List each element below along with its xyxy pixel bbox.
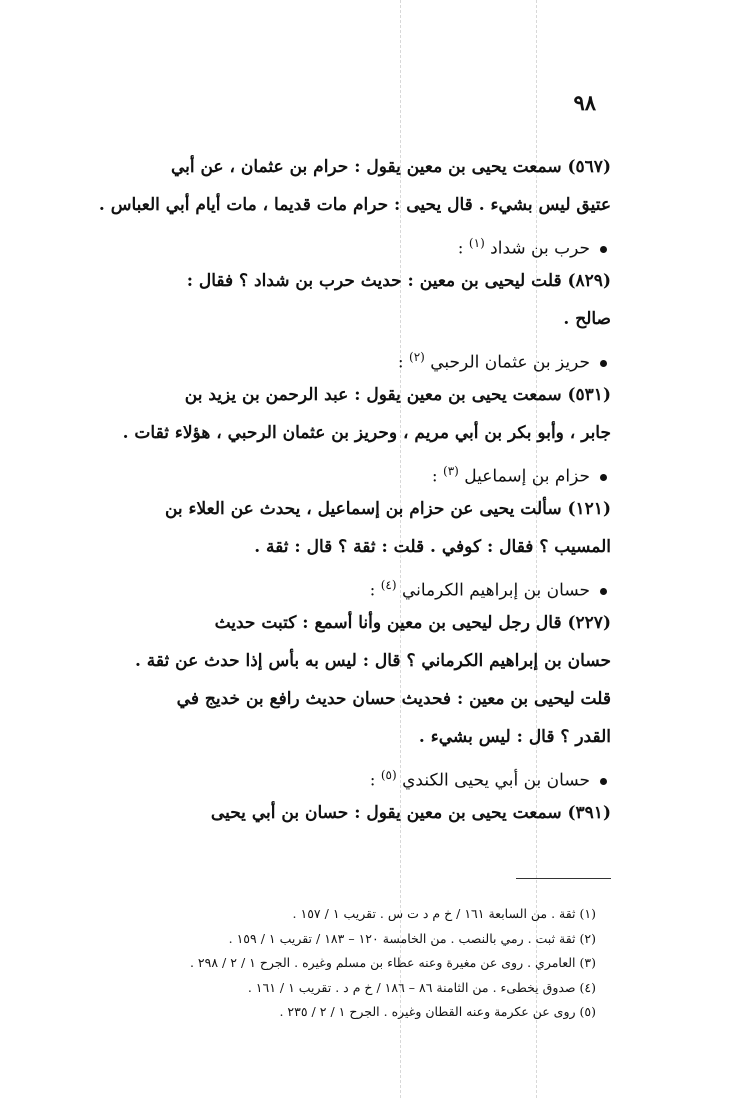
- text-line: (٥٣١) سمعت يحيى بن معين يقول : عبد الرحمن بن يزيد بن: [184, 385, 611, 405]
- footnote-ref: (٤): [380, 578, 397, 592]
- text-line: جابر ، وأبو بكر بن أبي مريم ، وحريز بن عثمان الرحبي ، هؤلاء ثقات .: [122, 423, 611, 443]
- entry-121: [60, 490, 611, 566]
- bullet-icon: [600, 246, 607, 253]
- heading-colon: :: [397, 352, 404, 373]
- entry-567: [60, 148, 611, 224]
- footnote-5: (٥) روى عن عكرمة وعنه القطان وغيره . الجرح ١ / ٢ / ٢٣٥ .: [279, 1004, 596, 1019]
- heading-harb-ibn-shaddad: [60, 224, 611, 262]
- narrator-name: حزام بن إسماعيل: [464, 466, 590, 487]
- heading-hassan-ibn-abi-yahya: [60, 756, 611, 794]
- text-line: عتيق ليس بشيء . قال يحيى : حرام مات قديما ، مات أيام أبي العباس .: [98, 195, 611, 215]
- footnote-ref: (٥): [380, 768, 397, 782]
- entry-391: [60, 794, 611, 832]
- entry-227: [60, 604, 611, 680]
- footnote-ref: (٢): [409, 350, 425, 364]
- page-number: ٩٨: [573, 90, 596, 115]
- narrator-name: حسان بن إبراهيم الكرماني: [401, 580, 590, 601]
- bullet-icon: [600, 474, 607, 481]
- text-line: القدر ؟ قال : ليس بشيء .: [418, 727, 611, 747]
- heading-colon: :: [431, 466, 438, 487]
- bullet-icon: [600, 778, 607, 785]
- entry-829: [60, 262, 611, 338]
- footnote-ref: (١): [468, 236, 485, 250]
- heading-colon: :: [369, 580, 376, 601]
- text-line: (١٢١) سألت يحيى عن حزام بن إسماعيل ، يحدث عن العلاء بن: [164, 499, 611, 519]
- text-line: حسان بن إبراهيم الكرماني ؟ قال : ليس به بأس إذا حدث عن ثقة .: [134, 651, 611, 671]
- bullet-icon: [600, 360, 607, 367]
- text-line: (٨٢٩) قلت ليحيى بن معين : حديث حرب بن شداد ؟ فقال :: [186, 271, 611, 291]
- entry-227-continued: [60, 680, 611, 756]
- text-line: (٢٢٧) قال رجل ليحيى بن معين وأنا أسمع : كتبت حديث: [214, 613, 611, 633]
- footnote-ref: (٣): [443, 464, 459, 478]
- narrator-name: حسان بن أبي يحيى الكندي: [402, 770, 590, 791]
- narrator-name: حرب بن شداد: [490, 238, 590, 259]
- footnote-divider: [516, 878, 611, 879]
- text-line: المسيب ؟ فقال : كوفي . قلت : ثقة ؟ قال : ثقة .: [254, 537, 611, 557]
- heading-colon: :: [369, 770, 376, 791]
- body-text: [60, 148, 611, 832]
- footnote-2: (٢) ثقة ثبت . رمي بالنصب . من الخامسة ١٢٠ – ١٨٣ / تقريب ١ / ١٥٩ .: [228, 930, 596, 946]
- footnote-3: (٣) العامري . روى عن مغيرة وعنه عطاء بن مسلم وغيره . الجرح ١ / ٢ / ٢٩٨ .: [189, 955, 596, 970]
- entry-531: [60, 376, 611, 452]
- bullet-icon: [600, 588, 607, 595]
- heading-colon: :: [457, 238, 464, 259]
- heading-hassan-ibn-ibrahim: [60, 566, 611, 604]
- text-line: قلت ليحيى بن معين : فحديث حسان حديث رافع بن خديج في: [176, 689, 611, 709]
- footnotes: [60, 902, 596, 1025]
- heading-hariz-ibn-uthman: [60, 338, 611, 376]
- text-line: (٥٦٧) سمعت يحيى بن معين يقول : حرام بن عثمان ، عن أبي: [170, 157, 611, 177]
- text-line: (٣٩١) سمعت يحيى بن معين يقول : حسان بن أبي يحيى: [210, 803, 611, 823]
- heading-hizam-ibn-ismail: [60, 452, 611, 490]
- text-line: صالح .: [563, 309, 611, 329]
- footnote-4: (٤) صدوق يخطىء . من الثامنة ٨٦ – ١٨٦ / خ م د . تقريب ١ / ١٦١ .: [247, 979, 596, 995]
- narrator-name: حريز بن عثمان الرحبي: [430, 352, 590, 373]
- footnote-1: (١) ثقة . من السابعة ١٦١ / خ م د ت س . تقريب ١ / ١٥٧ .: [292, 906, 596, 921]
